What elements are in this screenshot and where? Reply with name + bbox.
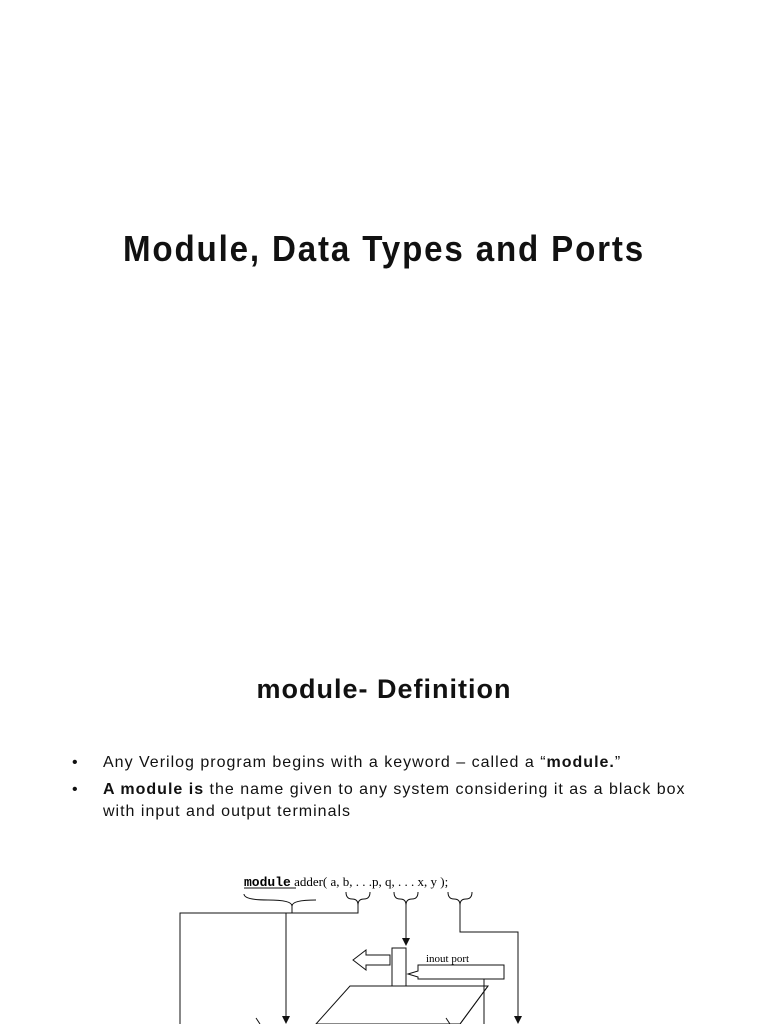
left-arrow-icon	[353, 950, 390, 970]
bullet-item	[72, 752, 692, 774]
module-keyword: module	[244, 875, 291, 890]
bullet-text: the name given to any system considering it as a black box with input and output terminals	[103, 781, 686, 820]
right-arrow-icon	[408, 965, 504, 979]
bullet-marker: •	[72, 754, 79, 771]
input-arrow-icon	[282, 1016, 290, 1024]
inout-port-label: inout port	[426, 953, 470, 965]
module-header-rest: adder( a, b, . . .p, q, . . . x, y );	[290, 874, 449, 889]
inout-arrow-icon	[402, 938, 410, 946]
output-brace	[448, 892, 472, 905]
bullet-bold-text: A module is	[103, 781, 205, 798]
input-brace	[346, 892, 370, 905]
bullet-list	[72, 752, 692, 828]
module-diagram	[170, 868, 560, 1024]
bullet-bold-text: module.	[546, 754, 615, 771]
bullet-item	[72, 779, 692, 823]
bullet-text-end: ”	[614, 754, 622, 771]
black-box	[316, 986, 488, 1024]
bottom-tick-left	[256, 1018, 260, 1024]
slide-title: Module, Data Types and Ports	[122, 228, 646, 269]
section-title: module- Definition	[256, 674, 512, 704]
inout-brace	[394, 892, 418, 905]
output-arrow-icon	[514, 1016, 522, 1024]
module-brace	[244, 894, 316, 906]
module-outline-line	[180, 906, 292, 1024]
bullet-text: Any Verilog program begins with a keyword – called a “	[103, 754, 547, 771]
bullet-marker: •	[72, 781, 79, 798]
